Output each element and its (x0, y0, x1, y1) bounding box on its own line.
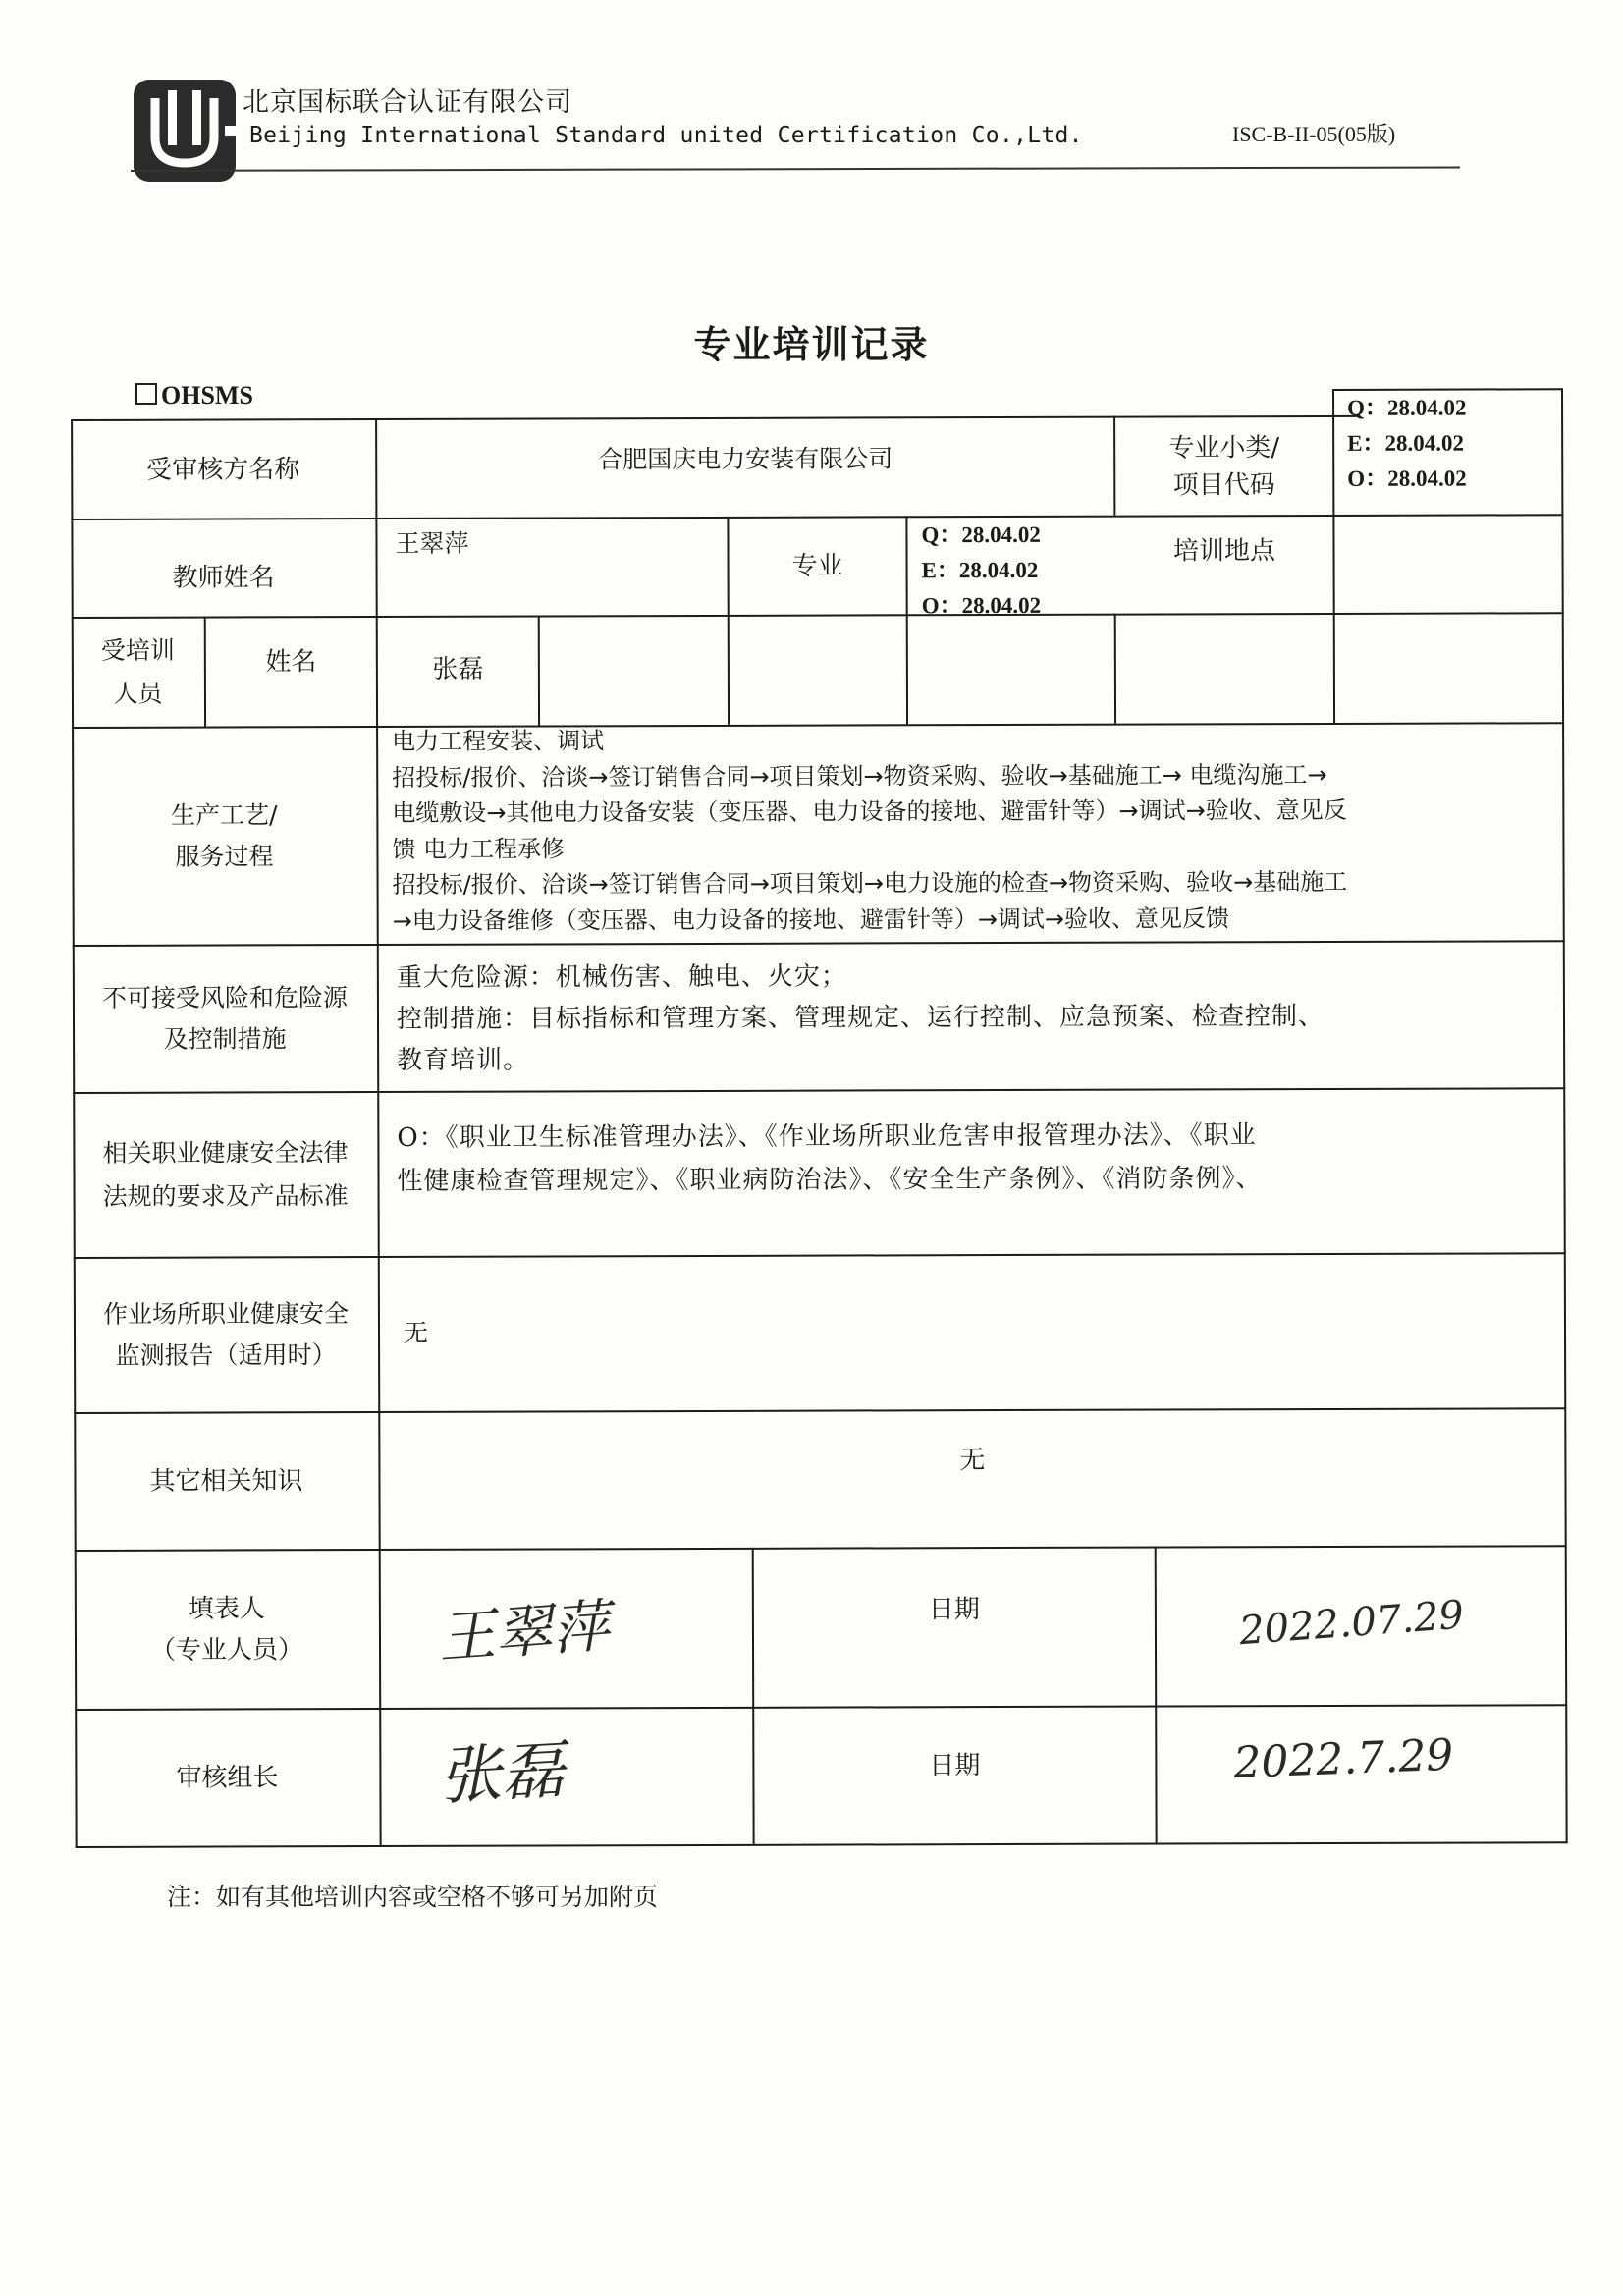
major-code-e: E：28.04.02 (921, 557, 1039, 583)
footer-note: 注：如有其他培训内容或空格不够可另加附页 (167, 1883, 659, 1911)
leader-date: 2022.7.29 (1232, 1729, 1455, 1789)
leader-date-label: 日期 (929, 1751, 981, 1781)
teacher-value: 王翠萍 (395, 528, 469, 558)
law-line-2: 性健康检查管理规定》、《职业病防治法》、《安全生产条例》、《消防条例》、 (397, 1164, 1263, 1196)
filler-date: 2022.07.29 (1237, 1592, 1466, 1655)
law-label: 相关职业健康安全法律 法规的要求及产品标准 (102, 1138, 349, 1211)
filler-signature: 王翠萍 (436, 1592, 612, 1671)
process-content (392, 720, 1561, 939)
process-line-1: 电力工程安装、调试 (392, 727, 605, 755)
header-divider (131, 166, 1460, 172)
trainee-label: 受培训 人员 (100, 635, 175, 708)
risk-content (397, 954, 1560, 1081)
other-knowledge-value: 无 (959, 1446, 986, 1476)
teacher-label: 教师姓名 (172, 563, 275, 593)
other-knowledge-label: 其它相关知识 (149, 1466, 303, 1497)
law-line-1: O：《职业卫生标准管理办法》、《作业场所职业危害申报管理办法》、《职业 (397, 1121, 1257, 1153)
subcategory-code-e: E：28.04.02 (1347, 430, 1465, 456)
company-name-cn: 北京国标联合认证有限公司 (243, 87, 572, 118)
filler-label: 填表人 （专业人员） (149, 1594, 304, 1666)
trainee-name-label: 姓名 (265, 647, 317, 678)
major-code-o: O：28.04.02 (921, 592, 1042, 619)
company-logo-icon (131, 77, 239, 185)
major-code-q: Q：28.04.02 (921, 521, 1041, 548)
process-label: 生产工艺/ 服务过程 (171, 800, 278, 871)
page-title: 专业培训记录 (693, 323, 930, 366)
monitor-label: 作业场所职业健康安全 监测报告（适用时） (102, 1299, 349, 1370)
process-line-6: →电力设备维修（变压器、电力设备的接地、避雷针等）→调试→验收、意见反馈 (392, 903, 1230, 935)
system-label: OHSMS (161, 381, 253, 410)
process-line-2: 招投标/报价、洽谈→签订销售合同→项目策划→物资采购、验收→基础施工→ 电缆沟施工→ (392, 760, 1327, 792)
risk-line-1: 重大危险源：机械伤害、触电、火灾； (396, 961, 847, 993)
document-code: ISC-B-II-05(05版) (1232, 122, 1396, 146)
training-record-table (71, 388, 1568, 1846)
subcategory-code-q: Q：28.04.02 (1347, 395, 1467, 420)
auditee-value: 合肥国庆电力安装有限公司 (598, 444, 893, 474)
major-codes (921, 518, 1108, 625)
company-name-en: Beijing International Standard united Certification Co.,Ltd. (249, 123, 1083, 148)
risk-line-3: 教育培训。 (397, 1045, 530, 1075)
subcategory-label: 专业小类/ 项目代码 (1168, 432, 1280, 500)
process-line-3: 电缆敷设→其他电力设备安装（变压器、电力设备的接地、避雷针等）→调试→验收、意见反 (392, 795, 1347, 827)
process-line-5: 招投标/报价、洽谈→签订销售合同→项目策划→电力设施的检查→物资采购、验收→基础施工 (392, 867, 1348, 899)
trainee-value: 张磊 (432, 654, 484, 684)
law-content (397, 1113, 1560, 1203)
subcategory-code-o: O：28.04.02 (1347, 465, 1467, 491)
subcategory-codes (1347, 390, 1558, 497)
auditee-label: 受审核方名称 (146, 454, 300, 485)
training-place-label: 培训地点 (1172, 536, 1276, 567)
process-line-4: 馈 电力工程承修 (392, 834, 566, 863)
filler-date-label: 日期 (928, 1595, 980, 1625)
monitor-value: 无 (403, 1318, 429, 1347)
risk-label: 不可接受风险和危险源 及控制措施 (101, 983, 348, 1054)
leader-label: 审核组长 (176, 1763, 279, 1793)
leader-signature: 张磊 (436, 1734, 567, 1815)
risk-line-2: 控制措施：目标指标和管理方案、管理规定、运行控制、应急预案、检查控制、 (396, 1001, 1325, 1034)
major-label: 专业 (791, 551, 843, 581)
